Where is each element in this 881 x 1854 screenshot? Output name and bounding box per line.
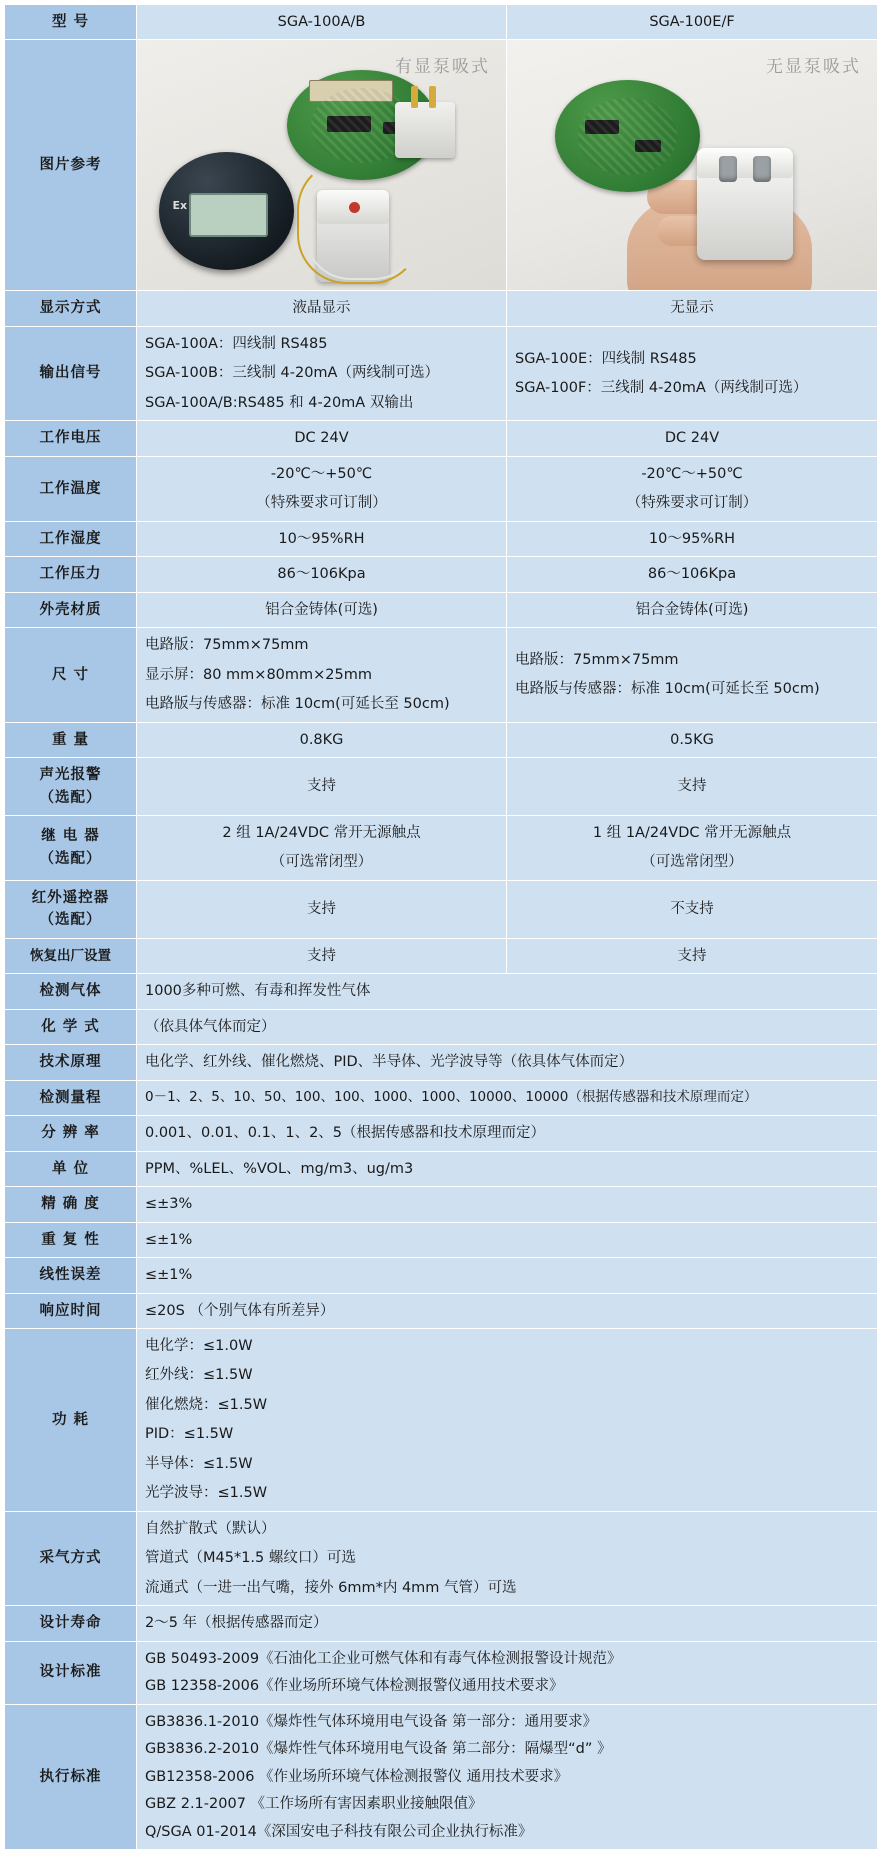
row-label-audible-visual-alarm-line-2: （选配）: [39, 789, 102, 806]
repeatability-value: ≤±1%: [137, 1222, 878, 1257]
row-label-relay-line-1: 继 电 器: [41, 828, 100, 845]
table-row: [5, 456, 878, 521]
row-label-linearity-error: 线性误差: [5, 1258, 137, 1293]
design-standard-value: [137, 1641, 878, 1704]
working-temperature-ab: [137, 456, 507, 521]
detection-range-value: 0－1、2、5、10、50、100、100、1000、1000、10000、10000（根据传感器和技术原理而定）: [137, 1080, 878, 1115]
table-row: [5, 628, 878, 722]
display-type-ef: 无显示: [507, 291, 878, 326]
row-label-working-humidity: 工作湿度: [5, 521, 137, 556]
chemical-formula-value: （依具体气体而定）: [137, 1009, 878, 1044]
design-standard-line-2: GB 12358-2006《作业场所环境气体检测报警仪通用技术要求》: [145, 1678, 564, 1695]
table-row: [5, 326, 878, 420]
table-row: [5, 722, 878, 757]
factory-reset-ab: 支持: [137, 938, 507, 973]
response-time-value: ≤20S （个别气体有所差异）: [137, 1293, 878, 1328]
dimensions-ef-line-2: 电路版与传感器：标准 10cm(可延长至 50cm): [515, 681, 820, 698]
row-label-audible-visual-alarm: [5, 758, 137, 816]
table-row: [5, 938, 878, 973]
relay-ef-line-1: 1 组 1A/24VDC 常开无源触点: [592, 824, 792, 841]
circuit-board-icon: [555, 80, 700, 192]
working-humidity-ab: 10～95%RH: [137, 521, 507, 556]
working-humidity-ef: 10～95%RH: [507, 521, 878, 556]
row-label-factory-reset: 恢复出厂设置: [5, 938, 137, 973]
output-signal-ab: [137, 326, 507, 420]
row-label-display-type: 显示方式: [5, 291, 137, 326]
table-row: [5, 1704, 878, 1849]
working-pressure-ef: 86～106Kpa: [507, 557, 878, 592]
gas-port-icon: [719, 156, 737, 182]
row-label-detected-gas: 检测气体: [5, 974, 137, 1009]
row-label-execution-standard: 执行标准: [5, 1704, 137, 1849]
housing-material-ef: 铝合金铸体(可选): [507, 592, 878, 627]
row-label-power-consumption: 功 耗: [5, 1329, 137, 1512]
dimensions-ab: [137, 628, 507, 722]
relay-ab: [137, 815, 507, 880]
table-row: [5, 1293, 878, 1328]
row-label-audible-visual-alarm-line-1: 声光报警: [39, 767, 102, 784]
row-label-working-temperature: 工作温度: [5, 456, 137, 521]
working-pressure-ab: 86～106Kpa: [137, 557, 507, 592]
row-label-resolution: 分 辨 率: [5, 1116, 137, 1151]
table-row: [5, 1258, 878, 1293]
table-row: [5, 40, 878, 291]
chip-icon: [635, 140, 661, 152]
table-row: [5, 880, 878, 938]
pump-sensor-unit-icon: [697, 148, 793, 260]
row-label-technical-principle: 技术原理: [5, 1045, 137, 1080]
row-label-infrared-remote-line-2: （选配）: [39, 912, 102, 929]
product-photo-right-cell: [507, 40, 878, 291]
chip-icon: [585, 120, 619, 134]
sampling-method-line-2: 管道式（M45*1.5 螺纹口）可选: [145, 1550, 356, 1567]
factory-reset-ef: 支持: [507, 938, 878, 973]
product-photo-left-cell: [137, 40, 507, 291]
row-label-output-signal: 输出信号: [5, 326, 137, 420]
table-row: [5, 421, 878, 456]
audible-visual-alarm-ef: 支持: [507, 758, 878, 816]
working-temperature-ab-line-1: -20℃～+50℃: [270, 465, 373, 482]
table-row: [5, 1009, 878, 1044]
gas-connector-icon: [395, 102, 455, 158]
specification-table: [4, 4, 878, 1850]
dimensions-ab-line-2: 显示屏：80 mm×80mm×25mm: [145, 666, 373, 683]
power-consumption-line-3: 催化燃烧：≤1.5W: [145, 1396, 268, 1413]
table-row: [5, 1080, 878, 1115]
dimensions-ef-line-1: 电路版：75mm×75mm: [515, 651, 679, 668]
table-row: [5, 5, 878, 40]
table-row: [5, 1045, 878, 1080]
table-row: [5, 1151, 878, 1186]
weight-ef: 0.5KG: [507, 722, 878, 757]
row-label-unit: 单 位: [5, 1151, 137, 1186]
power-consumption-line-1: 电化学：≤1.0W: [145, 1338, 253, 1354]
row-label-sampling-method: 采气方式: [5, 1511, 137, 1605]
weight-ab: 0.8KG: [137, 722, 507, 757]
working-temperature-ef: [507, 456, 878, 521]
unit-value: PPM、%LEL、%VOL、mg/m3、ug/m3: [137, 1151, 878, 1186]
row-label-housing-material: 外壳材质: [5, 592, 137, 627]
output-signal-ef: [507, 326, 878, 420]
terminal-block-icon: [309, 80, 393, 102]
lcd-screen-icon: [189, 193, 269, 237]
spec-sheet: [0, 4, 881, 1850]
row-label-design-life: 设计寿命: [5, 1606, 137, 1641]
row-label-infrared-remote-line-1: 红外遥控器: [31, 889, 110, 906]
output-signal-ab-line-1: SGA-100A：四线制 RS485: [145, 335, 328, 352]
row-label-detection-range: 检测量程: [5, 1080, 137, 1115]
gas-port-icon: [753, 156, 771, 182]
relay-ef-line-2: （可选常闭型）: [641, 854, 743, 871]
detected-gas-value: 1000多种可燃、有毒和挥发性气体: [137, 974, 878, 1009]
row-label-response-time: 响应时间: [5, 1293, 137, 1328]
table-row: [5, 815, 878, 880]
sampling-method-line-1: 自然扩散式（默认）: [145, 1520, 276, 1537]
photo-tag-right: 无显泵吸式: [766, 57, 861, 78]
table-row: [5, 521, 878, 556]
design-standard-line-1: GB 50493-2009《石油化工企业可燃气体和有毒气体检测报警设计规范》: [145, 1650, 622, 1667]
power-consumption-line-5: 半导体：≤1.5W: [145, 1455, 253, 1472]
row-label-model: 型 号: [5, 5, 137, 40]
table-row: [5, 291, 878, 326]
execution-standard-line-5: Q/SGA 01-2014《深国安电子科技有限公司企业执行标准》: [145, 1823, 533, 1840]
infrared-remote-ab: 支持: [137, 880, 507, 938]
model-a-b: SGA-100A/B: [137, 5, 507, 40]
table-row: [5, 557, 878, 592]
output-signal-ab-line-2: SGA-100B：三线制 4-20mA（两线制可选）: [145, 365, 439, 382]
row-label-design-standard: 设计标准: [5, 1641, 137, 1704]
pin-icon: [411, 86, 418, 108]
working-voltage-ab: DC 24V: [137, 421, 507, 456]
sampling-method-line-3: 流通式（一进一出气嘴，接外 6mm*内 4mm 气管）可选: [145, 1579, 517, 1596]
table-row: [5, 592, 878, 627]
working-temperature-ab-line-2: （特殊要求可订制）: [256, 495, 387, 512]
table-row: [5, 1222, 878, 1257]
table-row: [5, 1187, 878, 1222]
resolution-value: 0.001、0.01、0.1、1、2、5（根据传感器和技术原理而定）: [137, 1116, 878, 1151]
execution-standard-line-3: GB12358-2006 《作业场所环境气体检测报警仪 通用技术要求》: [145, 1768, 569, 1785]
relay-ef: [507, 815, 878, 880]
dimensions-ab-line-3: 电路版与传感器：标准 10cm(可延长至 50cm): [145, 696, 450, 713]
row-label-chemical-formula: 化 学 式: [5, 1009, 137, 1044]
technical-principle-value: 电化学、红外线、催化燃烧、PID、半导体、光学波导等（依具体气体而定）: [137, 1045, 878, 1080]
execution-standard-value: [137, 1704, 878, 1849]
dimensions-ef: [507, 628, 878, 722]
row-label-working-pressure: 工作压力: [5, 557, 137, 592]
table-row: [5, 974, 878, 1009]
accuracy-value: ≤±3%: [137, 1187, 878, 1222]
row-label-relay-line-2: （选配）: [39, 850, 102, 867]
row-label-relay: [5, 815, 137, 880]
chip-icon: [327, 116, 371, 132]
product-photo-right: [507, 40, 877, 290]
row-label-working-voltage: 工作电压: [5, 421, 137, 456]
display-type-ab: 液晶显示: [137, 291, 507, 326]
power-consumption-line-2: 红外线：≤1.5W: [145, 1367, 253, 1384]
dimensions-ab-line-1: 电路版：75mm×75mm: [145, 637, 309, 654]
table-row: [5, 1641, 878, 1704]
sampling-method-value: [137, 1511, 878, 1605]
table-row: [5, 1606, 878, 1641]
audible-visual-alarm-ab: 支持: [137, 758, 507, 816]
power-consumption-line-4: PID：≤1.5W: [145, 1426, 234, 1443]
product-photo-left: [137, 40, 506, 290]
row-label-image-reference: 图片参考: [5, 40, 137, 291]
model-e-f: SGA-100E/F: [507, 5, 878, 40]
output-signal-ab-line-3: SGA-100A/B:RS485 和 4-20mA 双输出: [145, 394, 414, 411]
row-label-weight: 重 量: [5, 722, 137, 757]
photo-tag-left: 有显泵吸式: [395, 57, 490, 78]
table-row: [5, 1329, 878, 1512]
table-row: [5, 1116, 878, 1151]
linearity-error-value: ≤±1%: [137, 1258, 878, 1293]
execution-standard-line-4: GBZ 2.1-2007 《工作场所有害因素职业接触限值》: [145, 1796, 483, 1813]
row-label-accuracy: 精 确 度: [5, 1187, 137, 1222]
pin-icon: [429, 86, 436, 108]
row-label-infrared-remote: [5, 880, 137, 938]
design-life-value: 2～5 年（根据传感器而定）: [137, 1606, 878, 1641]
working-temperature-ef-line-2: （特殊要求可订制）: [626, 495, 758, 512]
lcd-display-unit-icon: [159, 152, 294, 270]
relay-ab-line-2: （可选常闭型）: [270, 854, 373, 871]
wire-icon: [305, 168, 419, 280]
table-row: [5, 758, 878, 816]
row-label-repeatability: 重 复 性: [5, 1222, 137, 1257]
power-consumption-value: [137, 1329, 878, 1512]
housing-material-ab: 铝合金铸体(可选): [137, 592, 507, 627]
execution-standard-line-1: GB3836.1-2010《爆炸性气体环境用电气设备 第一部分：通用要求》: [145, 1713, 598, 1730]
power-consumption-line-6: 光学波导：≤1.5W: [145, 1485, 268, 1502]
output-signal-ef-line-2: SGA-100F：三线制 4-20mA（两线制可选）: [515, 380, 808, 397]
execution-standard-line-2: GB3836.2-2010《爆炸性气体环境用电气设备 第二部分：隔爆型“d” 》: [145, 1741, 612, 1758]
unit-cap-icon: [697, 148, 793, 177]
row-label-dimensions: 尺 寸: [5, 628, 137, 722]
infrared-remote-ef: 不支持: [507, 880, 878, 938]
relay-ab-line-1: 2 组 1A/24VDC 常开无源触点: [222, 824, 421, 841]
ex-mark-icon: Ex: [172, 199, 188, 213]
working-voltage-ef: DC 24V: [507, 421, 878, 456]
table-row: [5, 1511, 878, 1605]
output-signal-ef-line-1: SGA-100E：四线制 RS485: [515, 350, 697, 367]
working-temperature-ef-line-1: -20℃～+50℃: [641, 465, 743, 482]
